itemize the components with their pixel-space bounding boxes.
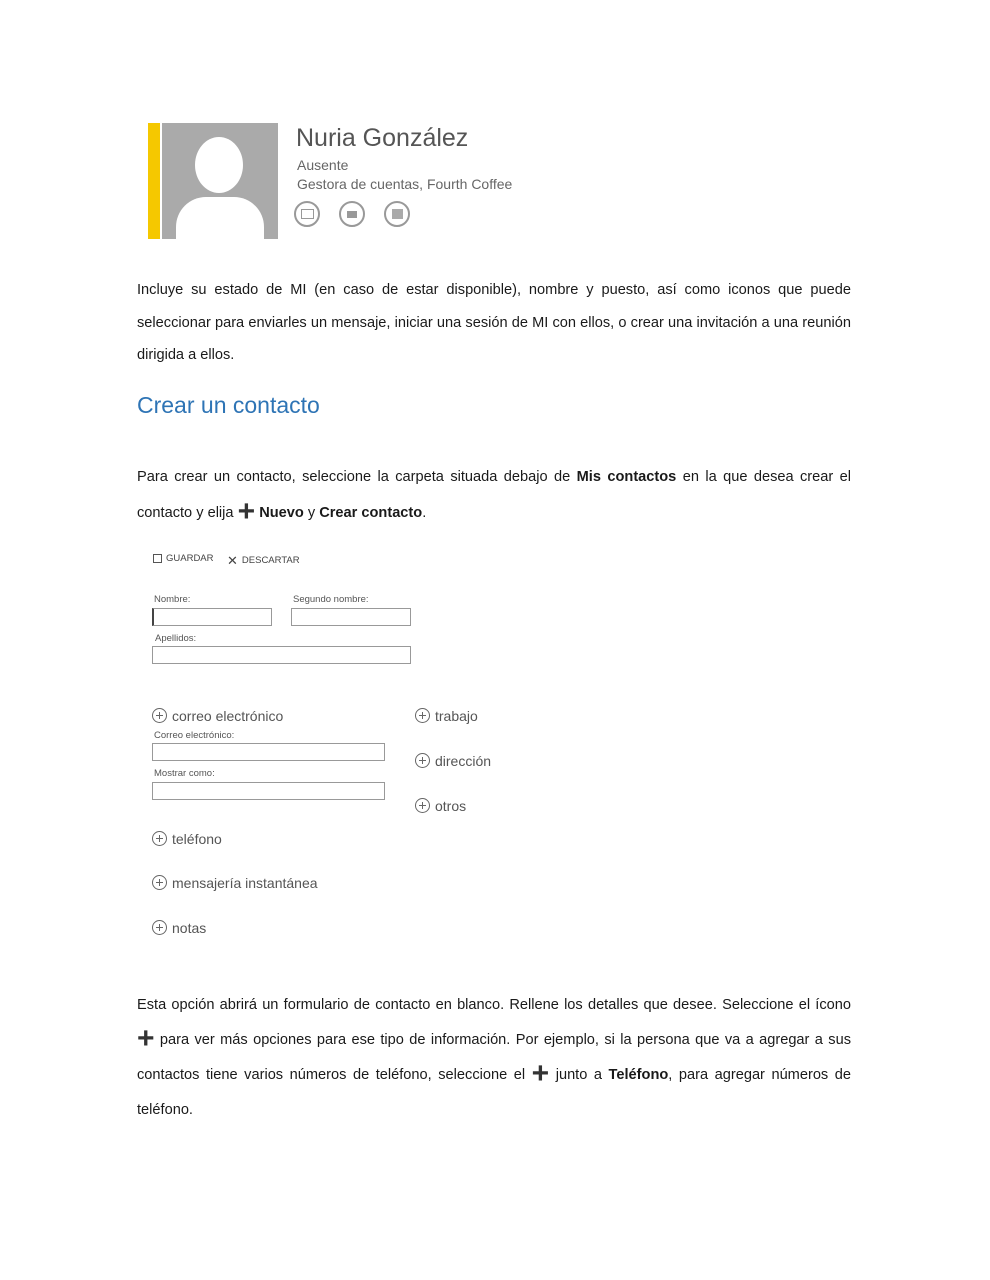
save-label: GUARDAR — [166, 552, 214, 564]
last-name-label: Apellidos: — [155, 632, 197, 644]
chat-icon[interactable] — [339, 201, 365, 227]
plus-circle-icon — [415, 708, 430, 723]
add-im-label: mensajería instantánea — [172, 874, 318, 891]
first-name-input[interactable] — [152, 608, 272, 626]
add-address-button[interactable] — [415, 753, 491, 769]
display-as-input[interactable] — [152, 782, 385, 800]
add-other-button[interactable] — [415, 798, 466, 814]
text: . — [422, 504, 427, 521]
mail-icon[interactable] — [294, 201, 320, 227]
bold-text: Crear contacto — [319, 504, 423, 521]
plus-icon: + — [531, 1056, 550, 1090]
plus-circle-icon — [415, 753, 430, 768]
add-other-label: otros — [435, 797, 467, 814]
plus-circle-icon — [152, 920, 167, 935]
middle-name-label: Segundo nombre: — [293, 593, 369, 605]
add-notes-label: notas — [172, 919, 207, 936]
text: Esta opción abrirá un formulario de contacto en blanco. Rellene los detalles que desee. Seleccione el ícono — [137, 996, 851, 1013]
save-button[interactable] — [153, 553, 214, 564]
add-im-button[interactable] — [152, 875, 318, 891]
email-input[interactable] — [152, 743, 385, 761]
add-work-button[interactable] — [415, 708, 478, 724]
text: , para agregar números de teléfono. — [137, 1066, 851, 1118]
email-label: Correo electrónico: — [154, 729, 235, 741]
add-email-button[interactable] — [152, 708, 283, 724]
plus-icon: + — [237, 494, 256, 528]
text: junto a — [549, 1066, 609, 1083]
paragraph-create-contact — [137, 459, 851, 531]
plus-circle-icon — [415, 798, 430, 813]
text: Para crear un contacto, seleccione la carpeta situada debajo de — [137, 468, 577, 485]
contact-status: Ausente — [297, 157, 349, 173]
calendar-icon[interactable] — [384, 201, 410, 227]
bold-text: Nuevo — [259, 504, 304, 521]
middle-name-input[interactable] — [291, 608, 411, 626]
discard-button[interactable] — [227, 553, 300, 569]
contact-name: Nuria González — [296, 124, 469, 152]
last-name-input[interactable] — [152, 646, 411, 664]
add-phone-button[interactable] — [152, 831, 222, 847]
add-address-label: dirección — [435, 752, 492, 769]
contact-title: Gestora de cuentas, Fourth Coffee — [297, 176, 513, 192]
text: y — [303, 504, 320, 521]
bold-text: Mis contactos — [576, 468, 677, 485]
save-icon — [153, 554, 162, 563]
display-as-label: Mostrar como: — [154, 767, 215, 779]
add-email-label: correo electrónico — [172, 707, 284, 724]
status-bar — [148, 123, 160, 239]
bold-text: Teléfono — [608, 1066, 669, 1083]
plus-icon: + — [137, 1021, 155, 1055]
plus-circle-icon — [152, 875, 167, 890]
paragraph-form-description — [137, 988, 851, 1128]
add-phone-label: teléfono — [172, 830, 222, 847]
add-work-label: trabajo — [435, 707, 478, 724]
first-name-label: Nombre: — [154, 593, 191, 605]
add-notes-button[interactable] — [152, 920, 206, 936]
plus-circle-icon — [152, 708, 167, 723]
section-heading: Crear un contacto — [137, 391, 320, 418]
contact-card — [0, 0, 990, 274]
text: para ver más opciones para ese tipo de información. Por ejemplo, si la persona que va a agregar a sus contactos tiene varios números de teléfono, seleccione el — [137, 1031, 851, 1083]
paragraph-card-description: Incluye su estado de MI (en caso de estar disponible), nombre y puesto, así como iconos que puede seleccionar para enviarles un mensaje, iniciar una sesión de MI con ellos, o crear una invitación a una reunión dirigida a ellos. — [137, 282, 851, 363]
text: en la que desea crear el contacto y elija — [137, 468, 852, 521]
close-icon: ✕ — [227, 552, 238, 568]
plus-circle-icon — [152, 831, 167, 846]
avatar — [162, 123, 278, 239]
discard-label: DESCARTAR — [241, 555, 300, 566]
contact-form-screenshot — [0, 543, 990, 958]
